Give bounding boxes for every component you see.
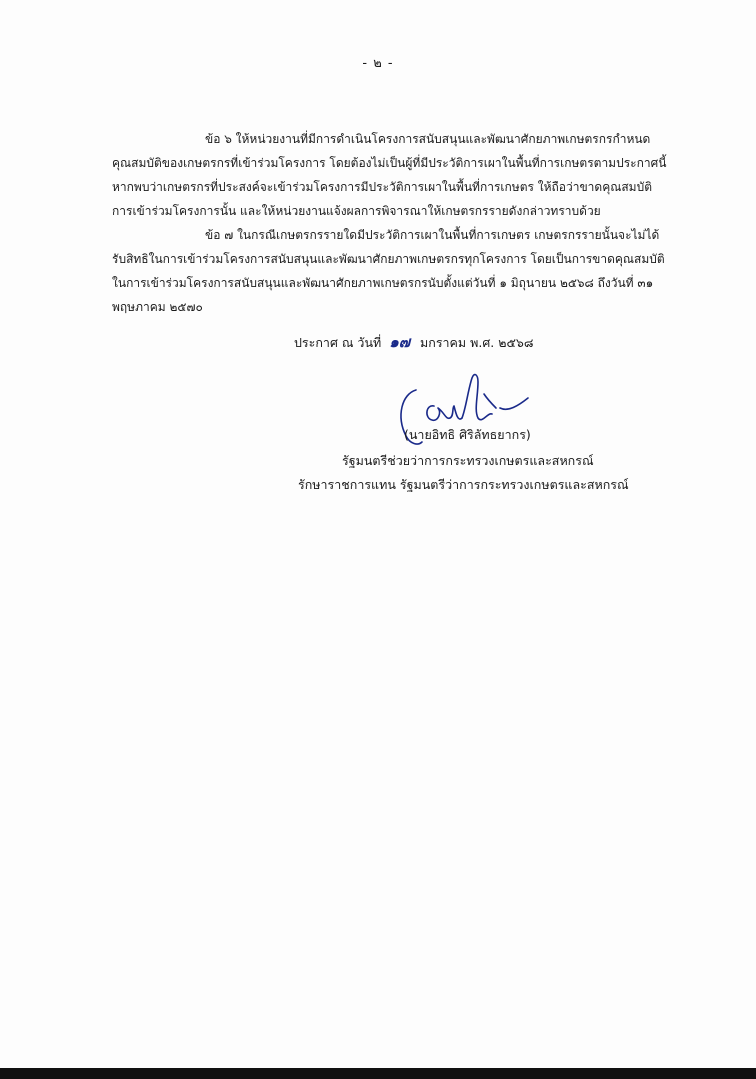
signer-acting-title: รักษาราชการแทน รัฐมนตรีว่าการกระทรวงเกษตรและสหกรณ์ xyxy=(298,477,629,492)
clause-7-line: รับสิทธิในการเข้าร่วมโครงการสนับสนุนและพัฒนาศักยภาพเกษตรกรทุกโครงการ โดยเป็นการขาดคุณสมบัติ xyxy=(112,252,665,266)
announcement-prefix: ประกาศ ณ วันที่ xyxy=(294,335,382,350)
announcement-date xyxy=(294,330,534,354)
signer-name: (นายอิทธิ ศิริลัทธยากร) xyxy=(404,427,531,442)
handwritten-day: ๑๗ xyxy=(389,333,411,351)
page-number: - ๒ - xyxy=(362,56,394,71)
scan-border xyxy=(0,1068,756,1079)
clause-7-line: พฤษภาคม ๒๕๗๐ xyxy=(112,300,203,314)
clause-6-line: ข้อ ๖ ให้หน่วยงานที่มีการดำเนินโครงการสนับสนุนและพัฒนาศักยภาพเกษตรกรกำหนด xyxy=(205,132,651,146)
announcement-suffix: มกราคม พ.ศ. ๒๕๖๘ xyxy=(420,335,534,350)
clause-6-line: การเข้าร่วมโครงการนั้น และให้หน่วยงานแจ้งผลการพิจารณาให้เกษตรกรรายดังกล่าวทราบด้วย xyxy=(112,204,601,218)
clause-6-line: หากพบว่าเกษตรกรที่ประสงค์จะเข้าร่วมโครงการมีประวัติการเผาในพื้นที่การเกษตร ให้ถือว่าขาดคุณสมบัติ xyxy=(112,180,653,194)
clause-6-line: คุณสมบัติของเกษตรกรที่เข้าร่วมโครงการ โดยต้องไม่เป็นผู้ที่มีประวัติการเผาในพื้นที่การเกษตรตามประกาศนี้ xyxy=(112,156,667,170)
clause-7-line: ข้อ ๗ ในกรณีเกษตรกรรายใดมีประวัติการเผาในพื้นที่การเกษตร เกษตรกรรายนั้นจะไม่ได้ xyxy=(205,228,660,242)
clause-7-line: ในการเข้าร่วมโครงการสนับสนุนและพัฒนาศักยภาพเกษตรกรนับตั้งแต่วันที่ ๑ มิถุนายน ๒๕๖๘ ถึงวันที่ ๓๑ xyxy=(112,276,654,290)
clause-7 xyxy=(112,223,696,319)
signer-title: รัฐมนตรีช่วยว่าการกระทรวงเกษตรและสหกรณ์ xyxy=(342,453,594,468)
clause-6 xyxy=(112,127,696,223)
